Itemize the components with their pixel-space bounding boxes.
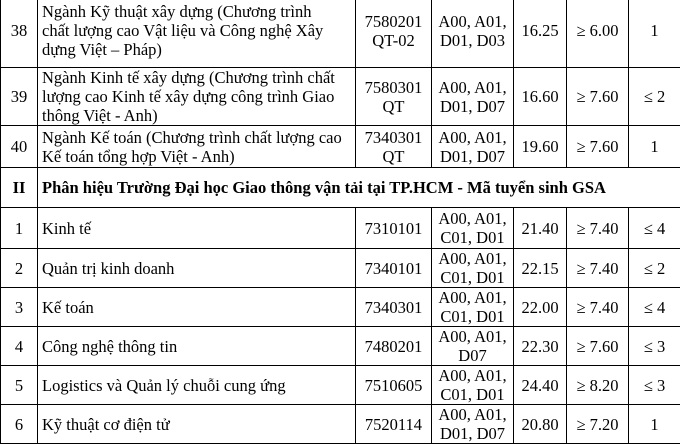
subject-blocks — [432, 405, 514, 444]
subject-condition: ≥ 7.40 — [567, 288, 629, 327]
subject-blocks-line: A00, A01, — [432, 327, 513, 346]
subject-blocks — [432, 208, 514, 249]
program-code — [356, 0, 432, 68]
table-row — [1, 68, 680, 126]
program-name-line: Ngành Kế toán (Chương trình chất lượng cao — [42, 128, 351, 147]
subject-blocks — [432, 366, 514, 405]
table-row — [1, 126, 680, 168]
subject-blocks — [432, 68, 514, 126]
subject-blocks-line: A00, A01, — [432, 78, 513, 97]
table-row — [1, 0, 680, 68]
program-name — [38, 0, 356, 68]
cutoff-score: 24.40 — [514, 366, 567, 405]
subject-blocks-line: C01, D01 — [432, 307, 513, 326]
preference-order: ≤ 2 — [629, 68, 680, 126]
program-name: Kế toán — [38, 288, 356, 327]
subject-blocks-line: A00, A01, — [432, 128, 513, 147]
cutoff-score: 22.00 — [514, 288, 567, 327]
cutoff-score: 16.60 — [514, 68, 567, 126]
row-number: 5 — [1, 366, 38, 405]
program-name: Kỹ thuật cơ điện tử — [38, 405, 356, 444]
cutoff-score: 16.25 — [514, 0, 567, 68]
row-number: 1 — [1, 208, 38, 249]
program-name: Logistics và Quản lý chuỗi cung ứng — [38, 366, 356, 405]
subject-condition: ≥ 7.20 — [567, 405, 629, 444]
preference-order: ≤ 4 — [629, 208, 680, 249]
table-row — [1, 249, 680, 288]
program-name-line: chất lượng cao Vật liệu và Công nghệ Xây — [42, 21, 351, 40]
row-number: 38 — [1, 0, 38, 68]
program-name-line: lượng cao Kinh tế xây dựng công trình Giao — [42, 87, 351, 106]
program-name-line: Ngành Kỹ thuật xây dựng (Chương trình — [42, 2, 351, 21]
preference-order: 1 — [629, 405, 680, 444]
program-code-line: QT — [356, 147, 431, 166]
cutoff-score: 22.30 — [514, 327, 567, 366]
table-row — [1, 288, 680, 327]
preference-order: ≤ 2 — [629, 249, 680, 288]
cutoff-score: 19.60 — [514, 126, 567, 168]
preference-order: ≤ 3 — [629, 366, 680, 405]
row-number: 4 — [1, 327, 38, 366]
subject-blocks-line: D07 — [432, 346, 513, 365]
preference-order: ≤ 3 — [629, 327, 680, 366]
program-code — [356, 68, 432, 126]
program-name-line: Kế toán tổng hợp Việt - Anh) — [42, 147, 351, 166]
program-name-line: Ngành Kinh tế xây dựng (Chương trình chất — [42, 68, 351, 87]
subject-condition: ≥ 6.00 — [567, 0, 629, 68]
preference-order: ≤ 4 — [629, 288, 680, 327]
program-code: 7480201 — [356, 327, 432, 366]
program-name — [38, 68, 356, 126]
subject-blocks — [432, 0, 514, 68]
program-name-line: thông Việt - Anh) — [42, 106, 351, 125]
subject-blocks — [432, 126, 514, 168]
subject-blocks-line: D01, D07 — [432, 147, 513, 166]
cutoff-score: 22.15 — [514, 249, 567, 288]
program-code-line: QT-02 — [356, 31, 431, 50]
row-number: 39 — [1, 68, 38, 126]
subject-condition: ≥ 7.40 — [567, 208, 629, 249]
table-row — [1, 366, 680, 405]
program-code-line: 7340301 — [356, 128, 431, 147]
program-code-line: 7580201 — [356, 12, 431, 31]
cutoff-score: 21.40 — [514, 208, 567, 249]
subject-blocks-line: C01, D01 — [432, 268, 513, 287]
subject-blocks-line: D01, D07 — [432, 97, 513, 116]
program-name: Quản trị kinh doanh — [38, 249, 356, 288]
program-name: Công nghệ thông tin — [38, 327, 356, 366]
subject-blocks — [432, 288, 514, 327]
preference-order: 1 — [629, 126, 680, 168]
program-code-line: QT — [356, 97, 431, 116]
row-number: 6 — [1, 405, 38, 444]
subject-blocks — [432, 249, 514, 288]
row-number: 2 — [1, 249, 38, 288]
row-number: 40 — [1, 126, 38, 168]
subject-blocks-line: C01, D01 — [432, 385, 513, 404]
subject-blocks-line: A00, A01, — [432, 366, 513, 385]
subject-condition: ≥ 8.20 — [567, 366, 629, 405]
program-code: 7310101 — [356, 208, 432, 249]
table-body — [1, 0, 680, 444]
subject-blocks-line: A00, A01, — [432, 405, 513, 424]
program-name — [38, 126, 356, 168]
program-code: 7510605 — [356, 366, 432, 405]
table-row — [1, 208, 680, 249]
section-number: II — [1, 168, 38, 208]
subject-blocks-line: A00, A01, — [432, 249, 513, 268]
cutoff-score: 20.80 — [514, 405, 567, 444]
table-row — [1, 327, 680, 366]
program-code: 7520114 — [356, 405, 432, 444]
program-code: 7340101 — [356, 249, 432, 288]
section-header-row — [1, 168, 680, 208]
program-name: Kinh tế — [38, 208, 356, 249]
subject-blocks-line: D01, D03 — [432, 31, 513, 50]
subject-blocks — [432, 327, 514, 366]
section-title: Phân hiệu Trường Đại học Giao thông vận tải tại TP.HCM - Mã tuyển sinh GSA — [38, 168, 680, 208]
subject-condition: ≥ 7.60 — [567, 68, 629, 126]
program-code — [356, 126, 432, 168]
program-code-line: 7580301 — [356, 78, 431, 97]
program-name-line: dựng Việt – Pháp) — [42, 40, 351, 59]
subject-blocks-line: A00, A01, — [432, 288, 513, 307]
subject-condition: ≥ 7.40 — [567, 249, 629, 288]
subject-blocks-line: D01, D07 — [432, 424, 513, 443]
subject-blocks-line: A00, A01, — [432, 209, 513, 228]
preference-order: 1 — [629, 0, 680, 68]
row-number: 3 — [1, 288, 38, 327]
table-row — [1, 405, 680, 444]
subject-condition: ≥ 7.60 — [567, 126, 629, 168]
subject-blocks-line: C01, D01 — [432, 228, 513, 247]
subject-condition: ≥ 7.60 — [567, 327, 629, 366]
subject-blocks-line: A00, A01, — [432, 12, 513, 31]
program-code: 7340301 — [356, 288, 432, 327]
